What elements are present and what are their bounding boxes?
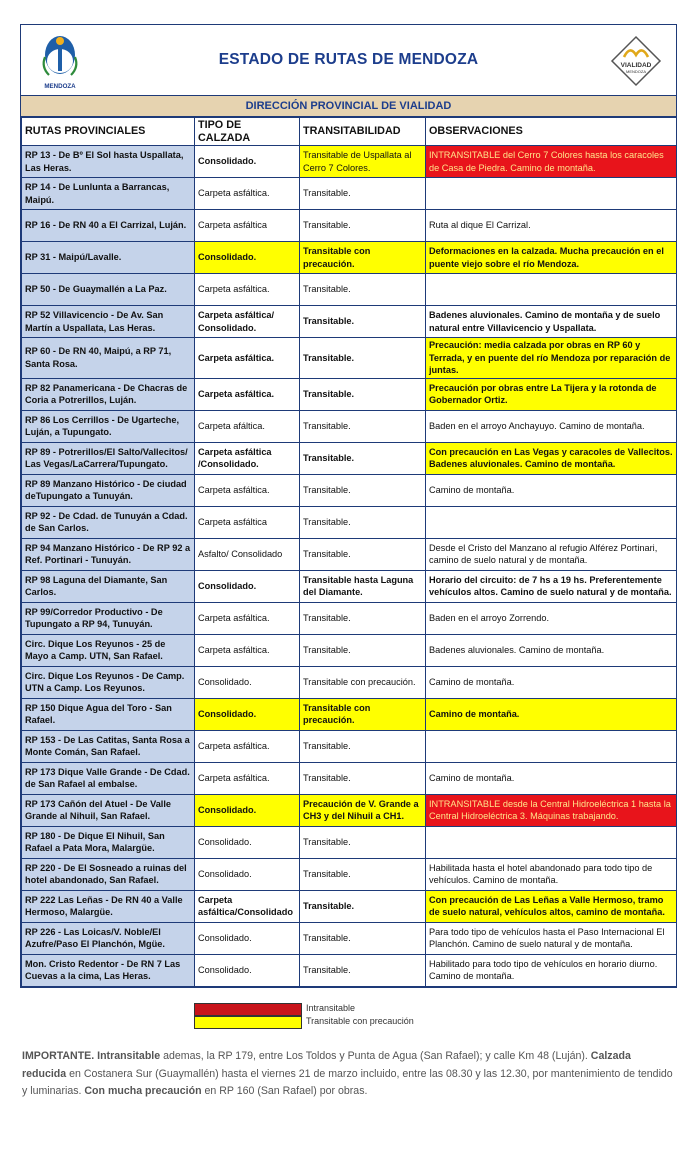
- observations-cell: Horario del circuito: de 7 hs a 19 hs. Preferentemente vehículos altos. Camino de suelo natural y de montaña.: [426, 570, 677, 602]
- table-row: [22, 858, 677, 890]
- status-cell: Transitable.: [300, 826, 426, 858]
- svg-text:MENDOZA: MENDOZA: [44, 83, 76, 90]
- surface-cell: Carpeta asfáltica.: [195, 474, 300, 506]
- status-cell: Transitable.: [300, 338, 426, 379]
- table-row: [22, 730, 677, 762]
- status-cell: Transitable.: [300, 538, 426, 570]
- route-cell: RP 89 Manzano Histórico - De ciudad deTupungato a Tunuyán.: [22, 474, 195, 506]
- route-cell: RP 60 - De RN 40, Maipú, a RP 71, Santa Rosa.: [22, 338, 195, 379]
- observations-cell: Badenes aluvionales. Camino de montaña.: [426, 634, 677, 666]
- legend-label: Transitable con precaución: [306, 1016, 414, 1026]
- surface-cell: Consolidado.: [195, 954, 300, 986]
- table-row: [22, 634, 677, 666]
- legend-label: Intransitable: [306, 1003, 356, 1013]
- status-cell: Transitable.: [300, 730, 426, 762]
- observations-cell: Baden en el arroyo Anchayuyo. Camino de montaña.: [426, 410, 677, 442]
- observations-cell: INTRANSITABLE desde la Central Hidroeléctrica 1 hasta la Central Hidroeléctrica 3. Máquinas trabajando.: [426, 794, 677, 826]
- surface-cell: Carpeta asfáltica.: [195, 338, 300, 379]
- surface-cell: Carpeta asfáltica.: [195, 274, 300, 306]
- note-text: en Costanera Sur (Guaymallén) hasta el viernes 21 de marzo incluido, entre las 08.30 y las 12.30, por mantenimiento de tendido y luminarias.: [22, 1067, 673, 1097]
- table-row: [22, 602, 677, 634]
- route-cell: RP 99/Corredor Productivo - De Tupungato a RP 94, Tunuyán.: [22, 602, 195, 634]
- table-row: [22, 178, 677, 210]
- routes-table-body: [22, 146, 677, 987]
- table-row: [22, 538, 677, 570]
- status-cell: Transitable.: [300, 506, 426, 538]
- column-header-observations: OBSERVACIONES: [426, 118, 677, 146]
- surface-cell: Carpeta asfáltica.: [195, 602, 300, 634]
- table-row: [22, 506, 677, 538]
- status-cell: Transitable.: [300, 306, 426, 338]
- surface-cell: Carpeta asfáltica: [195, 506, 300, 538]
- route-cell: RP 94 Manzano Histórico - De RP 92 a Ref. Portinari - Tunuyán.: [22, 538, 195, 570]
- route-cell: Mon. Cristo Redentor - De RN 7 Las Cuevas a la cima, Las Heras.: [22, 954, 195, 986]
- observations-cell: Con precaución de Las Leñas a Valle Hermoso, tramo de suelo natural, vehículos altos, camino de montaña.: [426, 890, 677, 922]
- status-cell: Transitable.: [300, 762, 426, 794]
- status-cell: Transitable.: [300, 922, 426, 954]
- observations-cell: Habilitada hasta el hotel abandonado para todo tipo de vehículos. Camino de montaña.: [426, 858, 677, 890]
- surface-cell: Carpeta afáltica.: [195, 410, 300, 442]
- observations-cell: Ruta al dique El Carrizal.: [426, 210, 677, 242]
- status-cell: Transitable hasta Laguna del Diamante.: [300, 570, 426, 602]
- observations-cell: Deformaciones en la calzada. Mucha precaución en el puente viejo sobre el río Mendoza.: [426, 242, 677, 274]
- table-row: [22, 338, 677, 379]
- status-cell: Transitable.: [300, 274, 426, 306]
- route-cell: RP 89 - Potrerillos/El Salto/Vallecitos/ Las Vegas/LaCarrera/Tupungato.: [22, 442, 195, 474]
- observations-cell: [426, 178, 677, 210]
- table-row: [22, 890, 677, 922]
- status-cell: Precaución de V. Grande a CH3 y del Nihuil a CH1.: [300, 794, 426, 826]
- table-row: [22, 826, 677, 858]
- observations-cell: Camino de montaña.: [426, 666, 677, 698]
- surface-cell: Consolidado.: [195, 698, 300, 730]
- route-cell: RP 153 - De Las Catitas, Santa Rosa a Monte Comán, San Rafael.: [22, 730, 195, 762]
- route-cell: RP 180 - De Dique El Nihuil, San Rafael a Pata Mora, Malargüe.: [22, 826, 195, 858]
- surface-cell: Carpeta asfáltica.: [195, 178, 300, 210]
- observations-cell: Badenes aluvionales. Camino de montaña y de suelo natural entre Villavicencio y Uspallata.: [426, 306, 677, 338]
- table-row: [22, 274, 677, 306]
- observations-cell: Camino de montaña.: [426, 474, 677, 506]
- status-cell: Transitable con precaución.: [300, 698, 426, 730]
- observations-cell: Para todo tipo de vehículos hasta el Paso Internacional El Planchón. Camino de suelo natural y de montaña.: [426, 922, 677, 954]
- route-cell: RP 31 - Maipú/Lavalle.: [22, 242, 195, 274]
- route-status-sheet: [20, 24, 677, 988]
- route-cell: RP 82 Panamericana - De Chacras de Coria a Potrerillos, Luján.: [22, 378, 195, 410]
- observations-cell: Camino de montaña.: [426, 762, 677, 794]
- table-row: [22, 794, 677, 826]
- surface-cell: Consolidado.: [195, 146, 300, 178]
- vialidad-logo: [610, 35, 662, 87]
- table-header-row: [22, 118, 677, 146]
- surface-cell: Carpeta asfáltica/Consolidado: [195, 890, 300, 922]
- route-cell: RP 226 - Las Loicas/V. Noble/El Azufre/Paso El Planchón, Mgüe.: [22, 922, 195, 954]
- route-cell: RP 86 Los Cerrillos - De Ugarteche, Luján, a Tupungato.: [22, 410, 195, 442]
- surface-cell: Carpeta asfáltica.: [195, 634, 300, 666]
- route-cell: RP 14 - De Lunlunta a Barrancas, Maipú.: [22, 178, 195, 210]
- route-cell: RP 52 Villavicencio - De Av. San Martín a Uspallata, Las Heras.: [22, 306, 195, 338]
- column-header-surface: TIPO DE CALZADA: [195, 118, 300, 146]
- observations-cell: INTRANSITABLE del Cerro 7 Colores hasta los caracoles de Casa de Piedra. Camino de montaña.: [426, 146, 677, 178]
- route-cell: RP 13 - De Bº El Sol hasta Uspallata, Las Heras.: [22, 146, 195, 178]
- table-row: [22, 922, 677, 954]
- observations-cell: [426, 826, 677, 858]
- route-cell: Circ. Dique Los Reyunos - 25 de Mayo a Camp. UTN, San Rafael.: [22, 634, 195, 666]
- surface-cell: Asfalto/ Consolidado: [195, 538, 300, 570]
- route-cell: RP 98 Laguna del Diamante, San Carlos.: [22, 570, 195, 602]
- route-cell: RP 16 - De RN 40 a El Carrizal, Luján.: [22, 210, 195, 242]
- table-row: [22, 442, 677, 474]
- table-row: [22, 378, 677, 410]
- table-row: [22, 666, 677, 698]
- important-note: [22, 1048, 677, 1101]
- surface-cell: Consolidado.: [195, 242, 300, 274]
- note-text: ademas, la RP 179, entre Los Toldos y Punta de Agua (San Rafael); y calle Km 48 (Luján).: [160, 1050, 591, 1062]
- observations-cell: Precaución: media calzada por obras en RP 60 y Terrada, y en puente del río Mendoza por reparación de juntas.: [426, 338, 677, 379]
- table-row: [22, 146, 677, 178]
- status-cell: Transitable.: [300, 634, 426, 666]
- route-cell: RP 222 Las Leñas - De RN 40 a Valle Hermoso, Malargüe.: [22, 890, 195, 922]
- status-cell: Transitable.: [300, 410, 426, 442]
- sheet-header: [21, 25, 676, 96]
- observations-cell: Habilitado para todo tipo de vehículos en horario diurno. Camino de montaña.: [426, 954, 677, 986]
- route-cell: RP 150 Dique Agua del Toro - San Rafael.: [22, 698, 195, 730]
- observations-cell: [426, 506, 677, 538]
- surface-cell: Consolidado.: [195, 858, 300, 890]
- routes-table: [21, 117, 677, 987]
- column-header-route: RUTAS PROVINCIALES: [22, 118, 195, 146]
- surface-cell: Carpeta asfáltica: [195, 210, 300, 242]
- table-row: [22, 698, 677, 730]
- status-cell: Transitable con precaución.: [300, 242, 426, 274]
- table-row: [22, 306, 677, 338]
- status-cell: Transitable.: [300, 858, 426, 890]
- route-cell: RP 50 - De Guaymallén a La Paz.: [22, 274, 195, 306]
- table-row: [22, 210, 677, 242]
- surface-cell: Consolidado.: [195, 570, 300, 602]
- surface-cell: Carpeta asfáltica.: [195, 378, 300, 410]
- observations-cell: Con precaución en Las Vegas y caracoles de Vallecitos. Badenes aluvionales. Camino de montaña.: [426, 442, 677, 474]
- status-cell: Transitable con precaución.: [300, 666, 426, 698]
- legend-swatch-red: [194, 1003, 302, 1016]
- status-cell: Transitable.: [300, 210, 426, 242]
- page-title: ESTADO DE RUTAS DE MENDOZA: [218, 51, 479, 68]
- observations-cell: Desde el Cristo del Manzano al refugio Alférez Portinari, camino de suelo natural y de montaña.: [426, 538, 677, 570]
- legend-item: [194, 1016, 414, 1029]
- svg-text:VIALIDAD: VIALIDAD: [620, 62, 652, 69]
- table-row: [22, 242, 677, 274]
- status-cell: Transitable.: [300, 890, 426, 922]
- observations-cell: [426, 274, 677, 306]
- table-row: [22, 410, 677, 442]
- surface-cell: Carpeta asfáltica.: [195, 762, 300, 794]
- table-row: [22, 954, 677, 986]
- legend-swatch-yellow: [194, 1016, 302, 1029]
- table-row: [22, 762, 677, 794]
- note-bold-intransitable: IMPORTANTE. Intransitable: [22, 1050, 161, 1062]
- section-subtitle: DIRECCIÓN PROVINCIAL DE VIALIDAD: [21, 96, 676, 117]
- note-bold-precaucion: Con mucha precaución: [84, 1085, 202, 1097]
- surface-cell: Carpeta asfáltica/ Consolidado.: [195, 306, 300, 338]
- route-cell: RP 220 - De El Sosneado a ruinas del hotel abandonado, San Rafael.: [22, 858, 195, 890]
- route-cell: Circ. Dique Los Reyunos - De Camp. UTN a Camp. Los Reyunos.: [22, 666, 195, 698]
- legend-item: [194, 1003, 356, 1016]
- note-bold-calzada: Calzada reducida: [22, 1050, 631, 1080]
- observations-cell: Camino de montaña.: [426, 698, 677, 730]
- surface-cell: Carpeta asfáltica.: [195, 730, 300, 762]
- observations-cell: Baden en el arroyo Zorrendo.: [426, 602, 677, 634]
- status-cell: Transitable.: [300, 954, 426, 986]
- surface-cell: Consolidado.: [195, 666, 300, 698]
- status-cell: Transitable.: [300, 378, 426, 410]
- status-cell: Transitable.: [300, 602, 426, 634]
- status-cell: Transitable.: [300, 442, 426, 474]
- note-text: en RP 160 (San Rafael) por obras.: [201, 1085, 368, 1097]
- status-cell: Transitable de Uspallata al Cerro 7 Colores.: [300, 146, 426, 178]
- table-row: [22, 570, 677, 602]
- surface-cell: Consolidado.: [195, 826, 300, 858]
- column-header-status: TRANSITABILIDAD: [300, 118, 426, 146]
- status-cell: Transitable.: [300, 178, 426, 210]
- legend: [194, 1003, 414, 1029]
- route-cell: RP 173 Dique Valle Grande - De Cdad. de San Rafael al embalse.: [22, 762, 195, 794]
- surface-cell: Consolidado.: [195, 794, 300, 826]
- route-cell: RP 92 - De Cdad. de Tunuyán a Cdad. de San Carlos.: [22, 506, 195, 538]
- surface-cell: Carpeta asfáltica /Consolidado.: [195, 442, 300, 474]
- surface-cell: Consolidado.: [195, 922, 300, 954]
- status-cell: Transitable.: [300, 474, 426, 506]
- observations-cell: Precaución por obras entre La Tijera y la rotonda de Gobernador Ortiz.: [426, 378, 677, 410]
- observations-cell: [426, 730, 677, 762]
- svg-text:MENDOZA: MENDOZA: [626, 69, 646, 74]
- route-cell: RP 173 Cañón del Atuel - De Valle Grande al Nihuil, San Rafael.: [22, 794, 195, 826]
- table-row: [22, 474, 677, 506]
